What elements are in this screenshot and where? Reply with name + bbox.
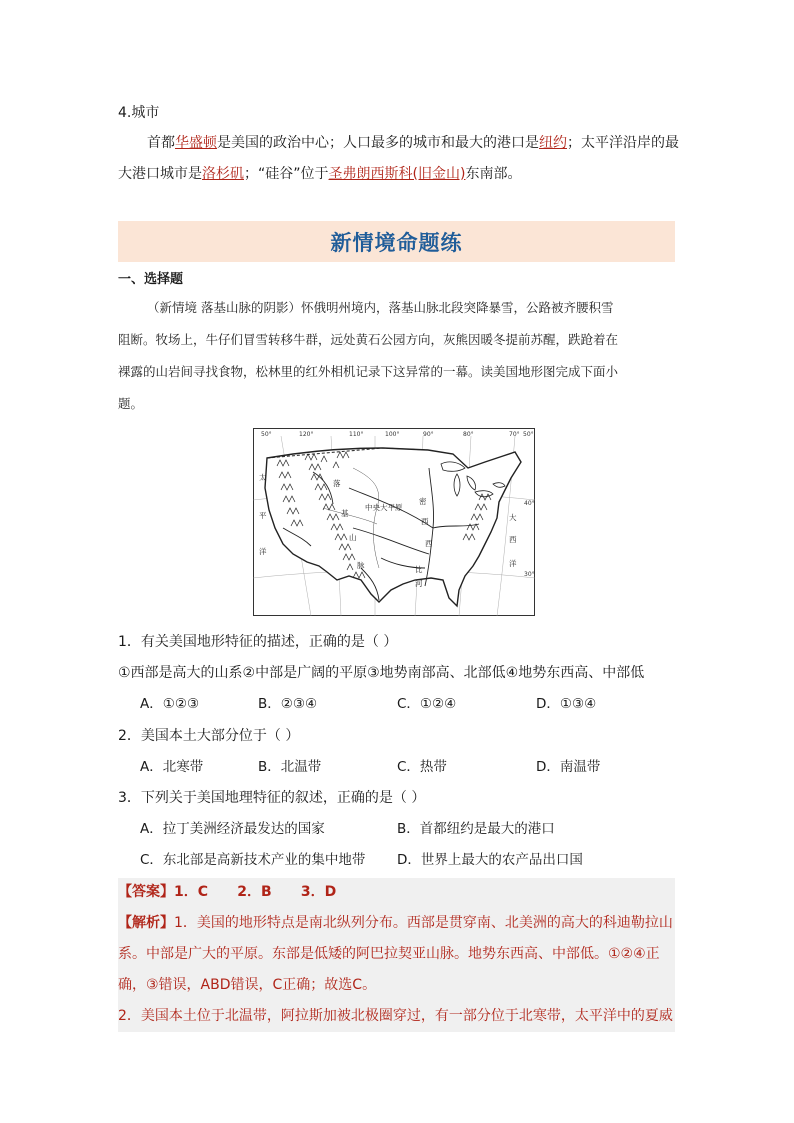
q1-option-a[interactable]: A．①②③ — [140, 696, 200, 712]
analysis-line-1 — [118, 913, 673, 933]
analysis-line-2: 系。中部是广大的平原。东部是低矮的阿巴拉契亚山脉。地势东西高、中部低。①②④正 — [118, 946, 660, 962]
map-label-rocky: 脉 — [357, 561, 365, 570]
map-label-mississippi: 密 — [419, 497, 427, 506]
part-heading: 一、选择题 — [118, 272, 184, 287]
intro-line-1: （新情境 落基山脉的阴影）怀俄明州境内，落基山脉北段突降暴雪，公路被齐腰积雪 — [147, 300, 614, 315]
q2-option-b[interactable]: B．北温带 — [258, 759, 322, 775]
answer-line — [118, 882, 336, 902]
map-label-pacific: 太 — [259, 473, 267, 482]
cities-line-1 — [147, 133, 679, 153]
map-label-plain: 中央大平原 — [365, 503, 403, 512]
q1-option-d[interactable]: D．①③④ — [536, 696, 597, 712]
question-3-stem: 3．下列关于美国地理特征的叙述，正确的是（ ） — [118, 790, 426, 806]
cities-line-2 — [118, 164, 521, 184]
keyword-newyork: 纽约 — [539, 135, 567, 151]
section-title: 4.城市 — [118, 105, 160, 121]
keyword-losangeles: 洛杉矶 — [202, 166, 244, 182]
lon-label: 110° — [349, 431, 364, 438]
q1-option-c[interactable]: C．①②④ — [397, 696, 457, 712]
section-banner — [118, 221, 675, 262]
analysis-line-4: 2．美国本土位于北温带，阿拉斯加被北极圈穿过，有一部分位于北寒带，太平洋中的夏威 — [118, 1008, 673, 1024]
keyword-sanfrancisco: 圣弗朗西斯科(旧金山) — [328, 166, 466, 182]
map-label-pacific: 平 — [259, 511, 267, 520]
text-fragment: 东南部。 — [465, 166, 522, 182]
keyword-washington: 华盛顿 — [175, 135, 217, 151]
map-label-mississippi: 西 — [421, 517, 429, 526]
q3-option-b[interactable]: B．首都纽约是最大的港口 — [397, 821, 555, 837]
map-label-mississippi: 河 — [415, 579, 423, 588]
analysis-line-3: 确，③错误，ABD错误，C正确；故选C。 — [118, 977, 377, 993]
intro-line-2: 阻断。牧场上，牛仔们冒雪转移牛群，远处黄石公园方向，灰熊因暖冬提前苏醒，跌跄着在 — [118, 332, 619, 347]
lon-label: 50° — [523, 431, 534, 438]
map-label-rocky: 山 — [349, 533, 357, 542]
lon-label: 80° — [463, 431, 474, 438]
map-label-atlantic: 西 — [509, 535, 517, 544]
q2-option-d[interactable]: D．南温带 — [536, 759, 601, 775]
answer-text: 1．C 2．B 3．D — [174, 884, 337, 900]
q2-option-a[interactable]: A．北寒带 — [140, 759, 204, 775]
lon-label: 100° — [385, 431, 400, 438]
lon-label: 50° — [261, 431, 272, 438]
lat-label: 30° — [524, 571, 535, 578]
q3-option-d[interactable]: D．世界上最大的农产品出口国 — [397, 852, 583, 868]
analysis-text: 1．美国的地形特点是南北纵列分布。西部是贯穿南、北美洲的高大的科迪勒拉山 — [174, 915, 673, 931]
text-fragment: ；太平洋沿岸的最 — [567, 135, 679, 151]
q1-option-b[interactable]: B．②③④ — [258, 696, 318, 712]
analysis-label: 【解析】 — [118, 915, 174, 931]
lon-label: 90° — [423, 431, 434, 438]
text-fragment: ；“硅谷”位于 — [244, 166, 329, 182]
answer-label: 【答案】 — [118, 884, 174, 900]
question-1-stem: 1．有关美国地形特征的描述，正确的是（ ） — [118, 634, 398, 650]
lon-label: 120° — [299, 431, 314, 438]
us-topographic-map — [253, 428, 535, 616]
question-1-statements: ①西部是高大的山系②中部是广阔的平原③地势南部高、北部低④地势东西高、中部低 — [118, 665, 645, 681]
intro-line-3: 裸露的山岩间寻找食物，松林里的红外相机记录下这异常的一幕。读美国地形图完成下面小 — [118, 364, 619, 379]
q3-option-a[interactable]: A．拉丁美洲经济最发达的国家 — [140, 821, 325, 837]
lat-label: 40° — [524, 500, 535, 507]
map-label-rocky: 落 — [333, 479, 341, 488]
text-fragment: 是美国的政治中心；人口最多的城市和最大的港口是 — [217, 135, 539, 151]
text-fragment: 大港口城市是 — [118, 166, 202, 182]
map-label-atlantic: 大 — [509, 513, 517, 522]
lon-label: 70° — [509, 431, 520, 438]
map-label-pacific: 洋 — [259, 547, 267, 556]
q3-option-c[interactable]: C．东北部是高新技术产业的集中地带 — [140, 852, 366, 868]
map-label-mississippi: 西 — [425, 539, 433, 548]
text-fragment: 首都 — [147, 135, 175, 151]
map-label-mississippi: 比 — [415, 565, 423, 574]
q2-option-c[interactable]: C．热带 — [397, 759, 447, 775]
question-2-stem: 2．美国本土大部分位于（ ） — [118, 728, 300, 744]
map-label-rocky: 基 — [341, 509, 349, 518]
banner-title: 新情境命题练 — [330, 230, 463, 255]
map-label-atlantic: 洋 — [509, 559, 517, 568]
intro-line-4: 题。 — [118, 396, 144, 411]
